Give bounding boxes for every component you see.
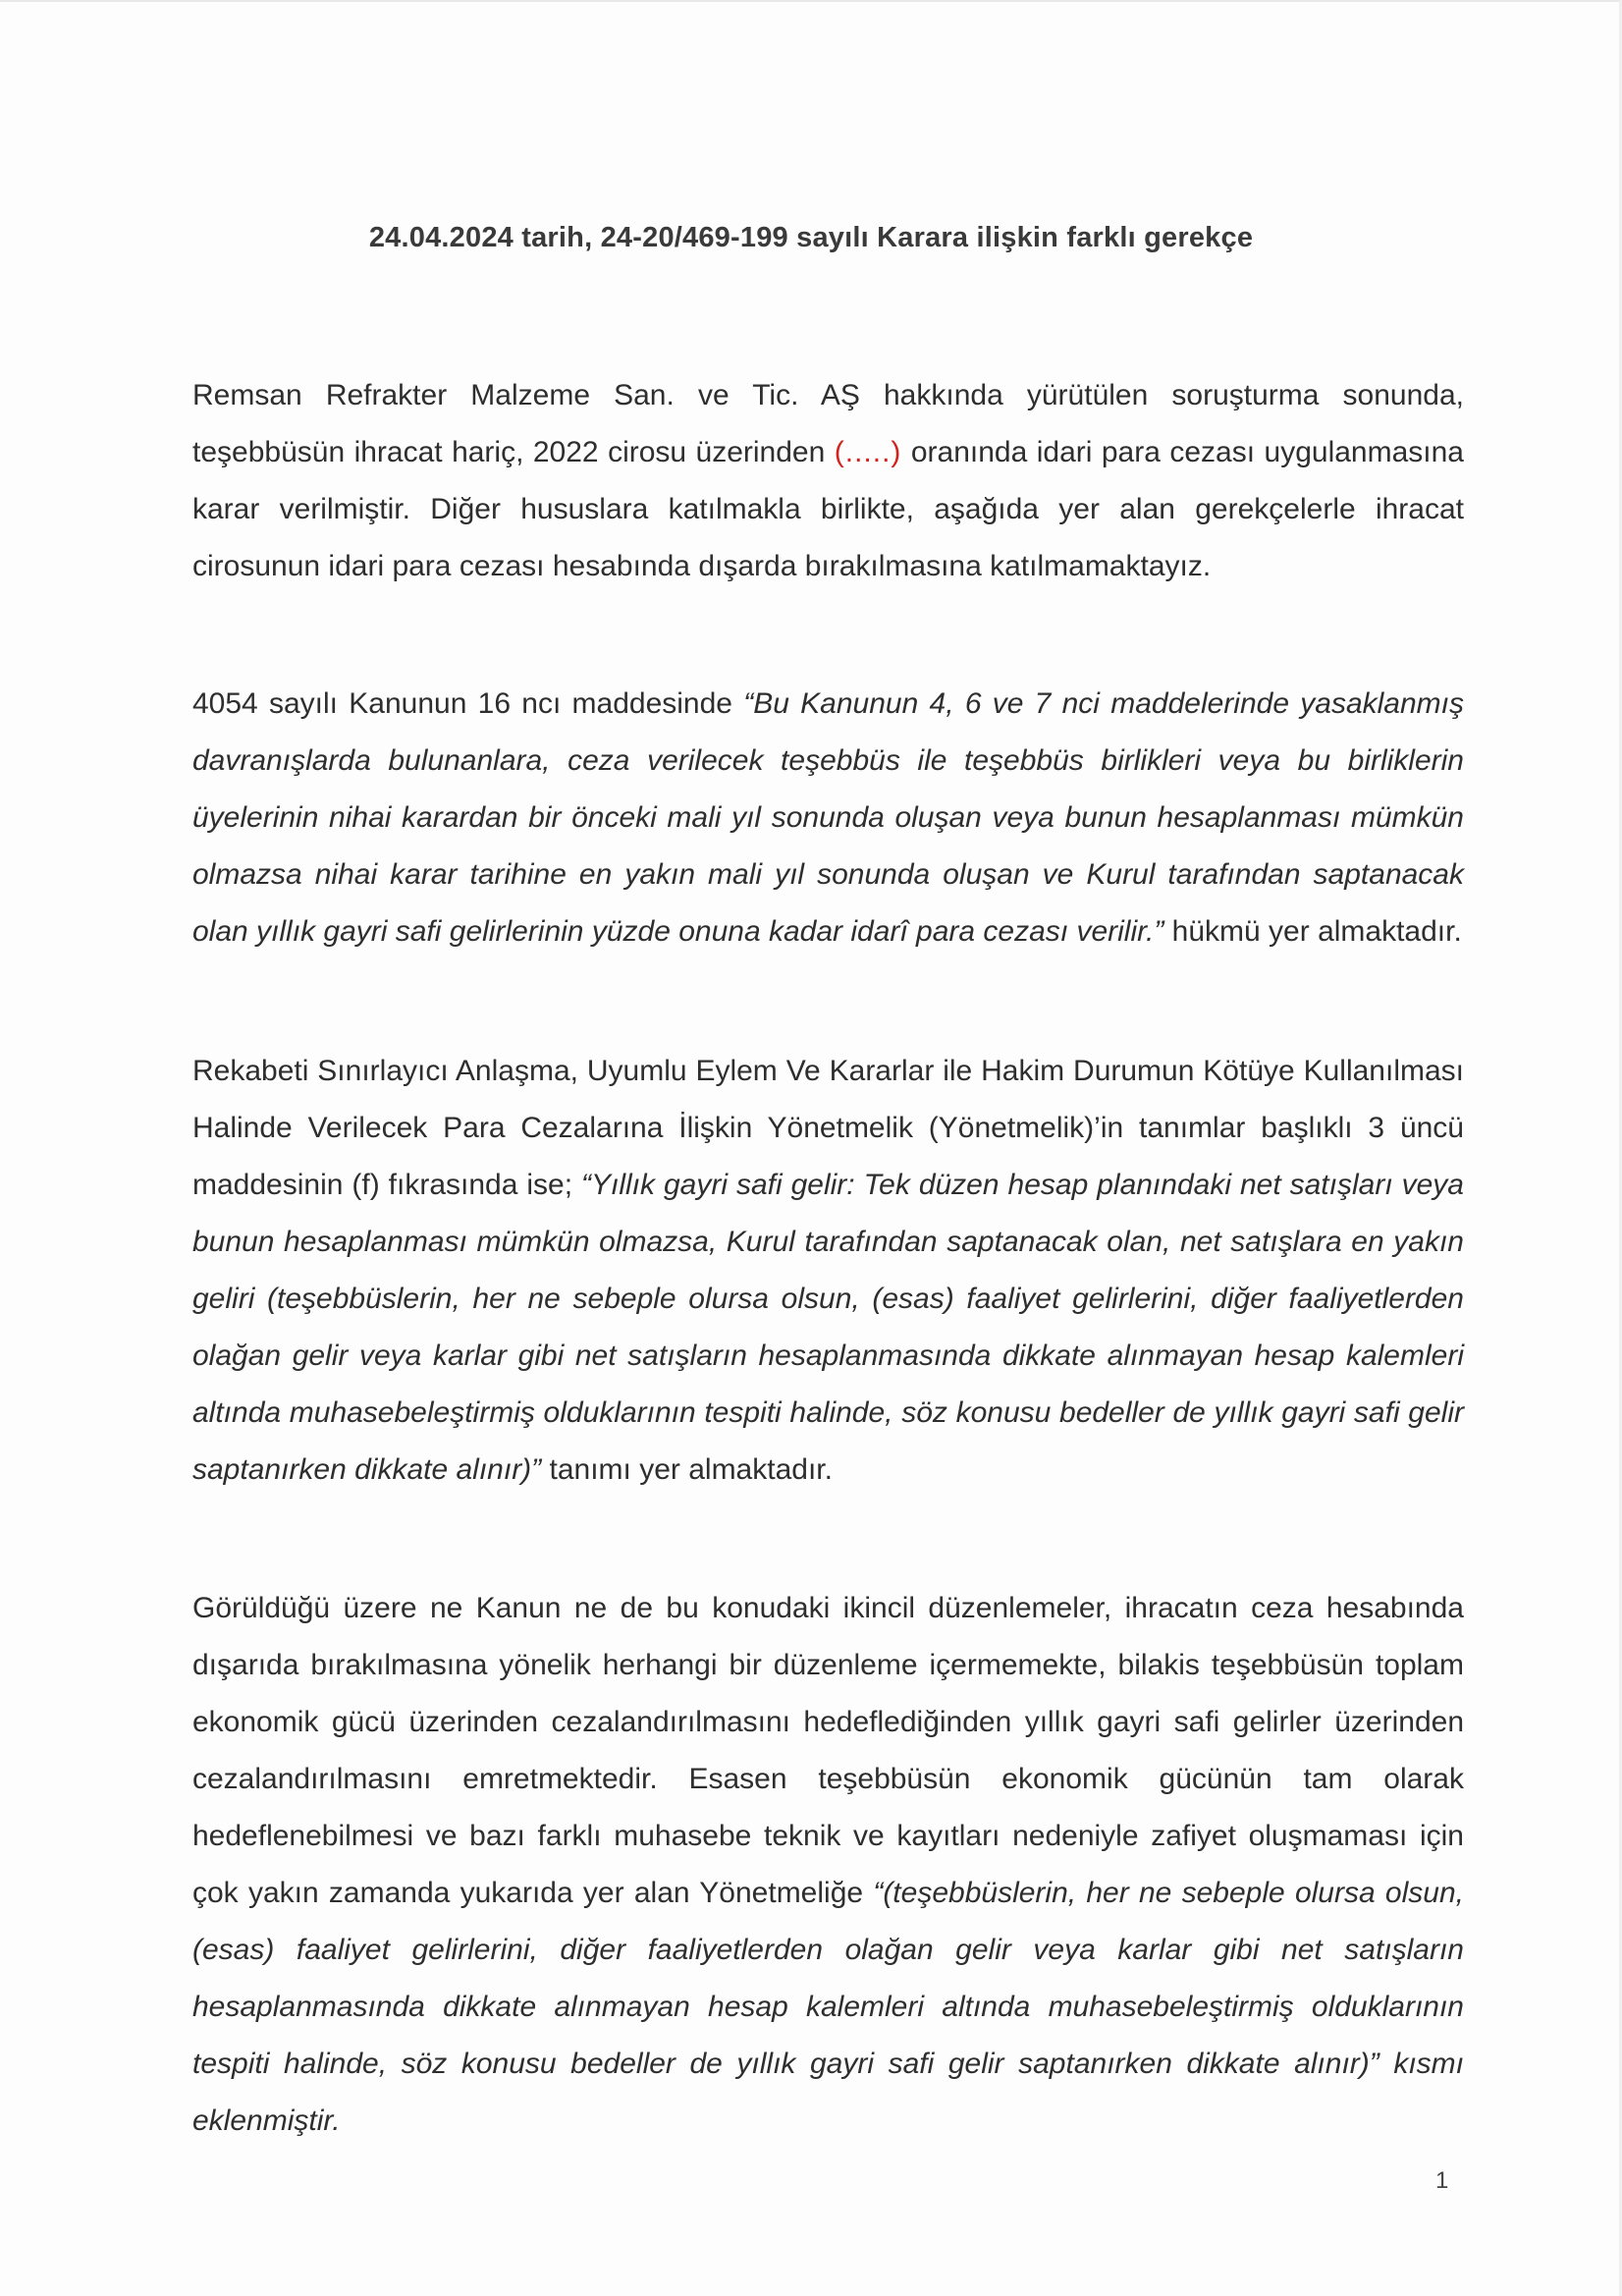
paragraph-1-text-b: oranında idari para cezası uygulanmasına karar verilmiştir. Diğer hususlara katılmakla birlikte, aşağıda yer alan gerekçelerle ihracat cirosunun idari para cezası hesabında dışarda bırakılmasına katılmamaktayız.: [192, 436, 1464, 582]
page-number: 1: [1435, 2167, 1449, 2194]
paragraph-4-amendment-quote: “(teşebbüslerin, her ne sebeple olursa olsun, (esas) faaliyet gelirlerini, diğer faaliyetlerden olağan gelir veya karlar gibi net satışların hesaplanmasında dikkate alınmayan hesap kalemleri altında muhasebeleştirmiş olduklarının tespiti halinde, söz konusu bedeller de yıllık gayri safi gelir saptanırken dikkate alınır)” kısmı eklenmiştir.: [192, 1877, 1464, 2137]
scan-edge-top: [0, 0, 1622, 2]
paragraph-4-text-a: Görüldüğü üzere ne Kanun ne de bu konudaki ikincil düzenlemeler, ihracatın ceza hesabında dışarıda bırakılmasına yönelik herhangi bir düzenleme içermemekte, bilakis teşebbüsün toplam ekonomik gücü üzerinden cezalandırılmasını hedeflediğinden yıllık gayri safi gelirler üzerinden cezalandırılmasını emretmektedir. Esasen teşebbüsün ekonomik gücünün tam olarak hedeflenebilmesi ve bazı farklı muhasebe teknik ve kayıtları nedeniyle zafiyet oluşmaması için çok yakın zamanda yukarıda yer alan Yönetmeliğe: [192, 1592, 1464, 1909]
paragraph-1-text-a: Remsan Refrakter Malzeme San. ve Tic. AŞ hakkında yürütülen soruşturma sonunda, teşebbüsün ihracat hariç, 2022 cirosu üzerinden: [192, 379, 1464, 468]
paragraph-2: [192, 676, 1464, 960]
paragraph-3: [192, 1043, 1464, 1499]
paragraph-3-text-a: Rekabeti Sınırlayıcı Anlaşma, Uyumlu Eylem Ve Kararlar ile Hakim Durumun Kötüye Kullanılması Halinde Verilecek Para Cezalarına İlişkin Yönetmelik (Yönetmelik)’in tanımlar başlıklı 3 üncü maddesinin (f) fıkrasında ise;: [192, 1055, 1464, 1201]
redacted-rate: (.....): [834, 436, 902, 468]
paragraph-4: [192, 1580, 1464, 2150]
paragraph-1: [192, 367, 1464, 595]
paragraph-2-text-b: hükmü yer almaktadır.: [1163, 915, 1462, 948]
paragraph-2-text-a: 4054 sayılı Kanunun 16 ncı maddesinde: [192, 687, 744, 720]
document-title: 24.04.2024 tarih, 24-20/469-199 sayılı Karara ilişkin farklı gerekçe: [368, 222, 1254, 253]
paragraph-2-law-quote: “Bu Kanunun 4, 6 ve 7 nci maddelerinde yasaklanmış davranışlarda bulunanlara, ceza verilecek teşebbüs ile teşebbüs birlikleri veya bu birliklerin üyelerinin nihai karardan bir önceki mali yıl sonunda oluşan veya bunun hesaplanması mümkün olmazsa nihai karar tarihine en yakın mali yıl sonunda oluşan ve Kurul tarafından saptanacak olan yıllık gayri safi gelirlerinin yüzde onuna kadar idarî para cezası verilir.”: [192, 687, 1464, 948]
paragraph-3-text-b: tanımı yer almaktadır.: [541, 1453, 833, 1486]
paragraph-3-regulation-quote: “Yıllık gayri safi gelir: Tek düzen hesap planındaki net satışları veya bunun hesaplanması mümkün olmazsa, Kurul tarafından saptanacak olan, net satışlara en yakın geliri (teşebbüslerin, her ne sebeple olursa olsun, (esas) faaliyet gelirlerini, diğer faaliyetlerden olağan gelir veya karlar gibi net satışların hesaplanmasında dikkate alınmayan hesap kalemleri altında muhasebeleştirmiş olduklarının tespiti halinde, söz konusu bedeller de yıllık gayri safi gelir saptanırken dikkate alınır)”: [192, 1169, 1464, 1486]
